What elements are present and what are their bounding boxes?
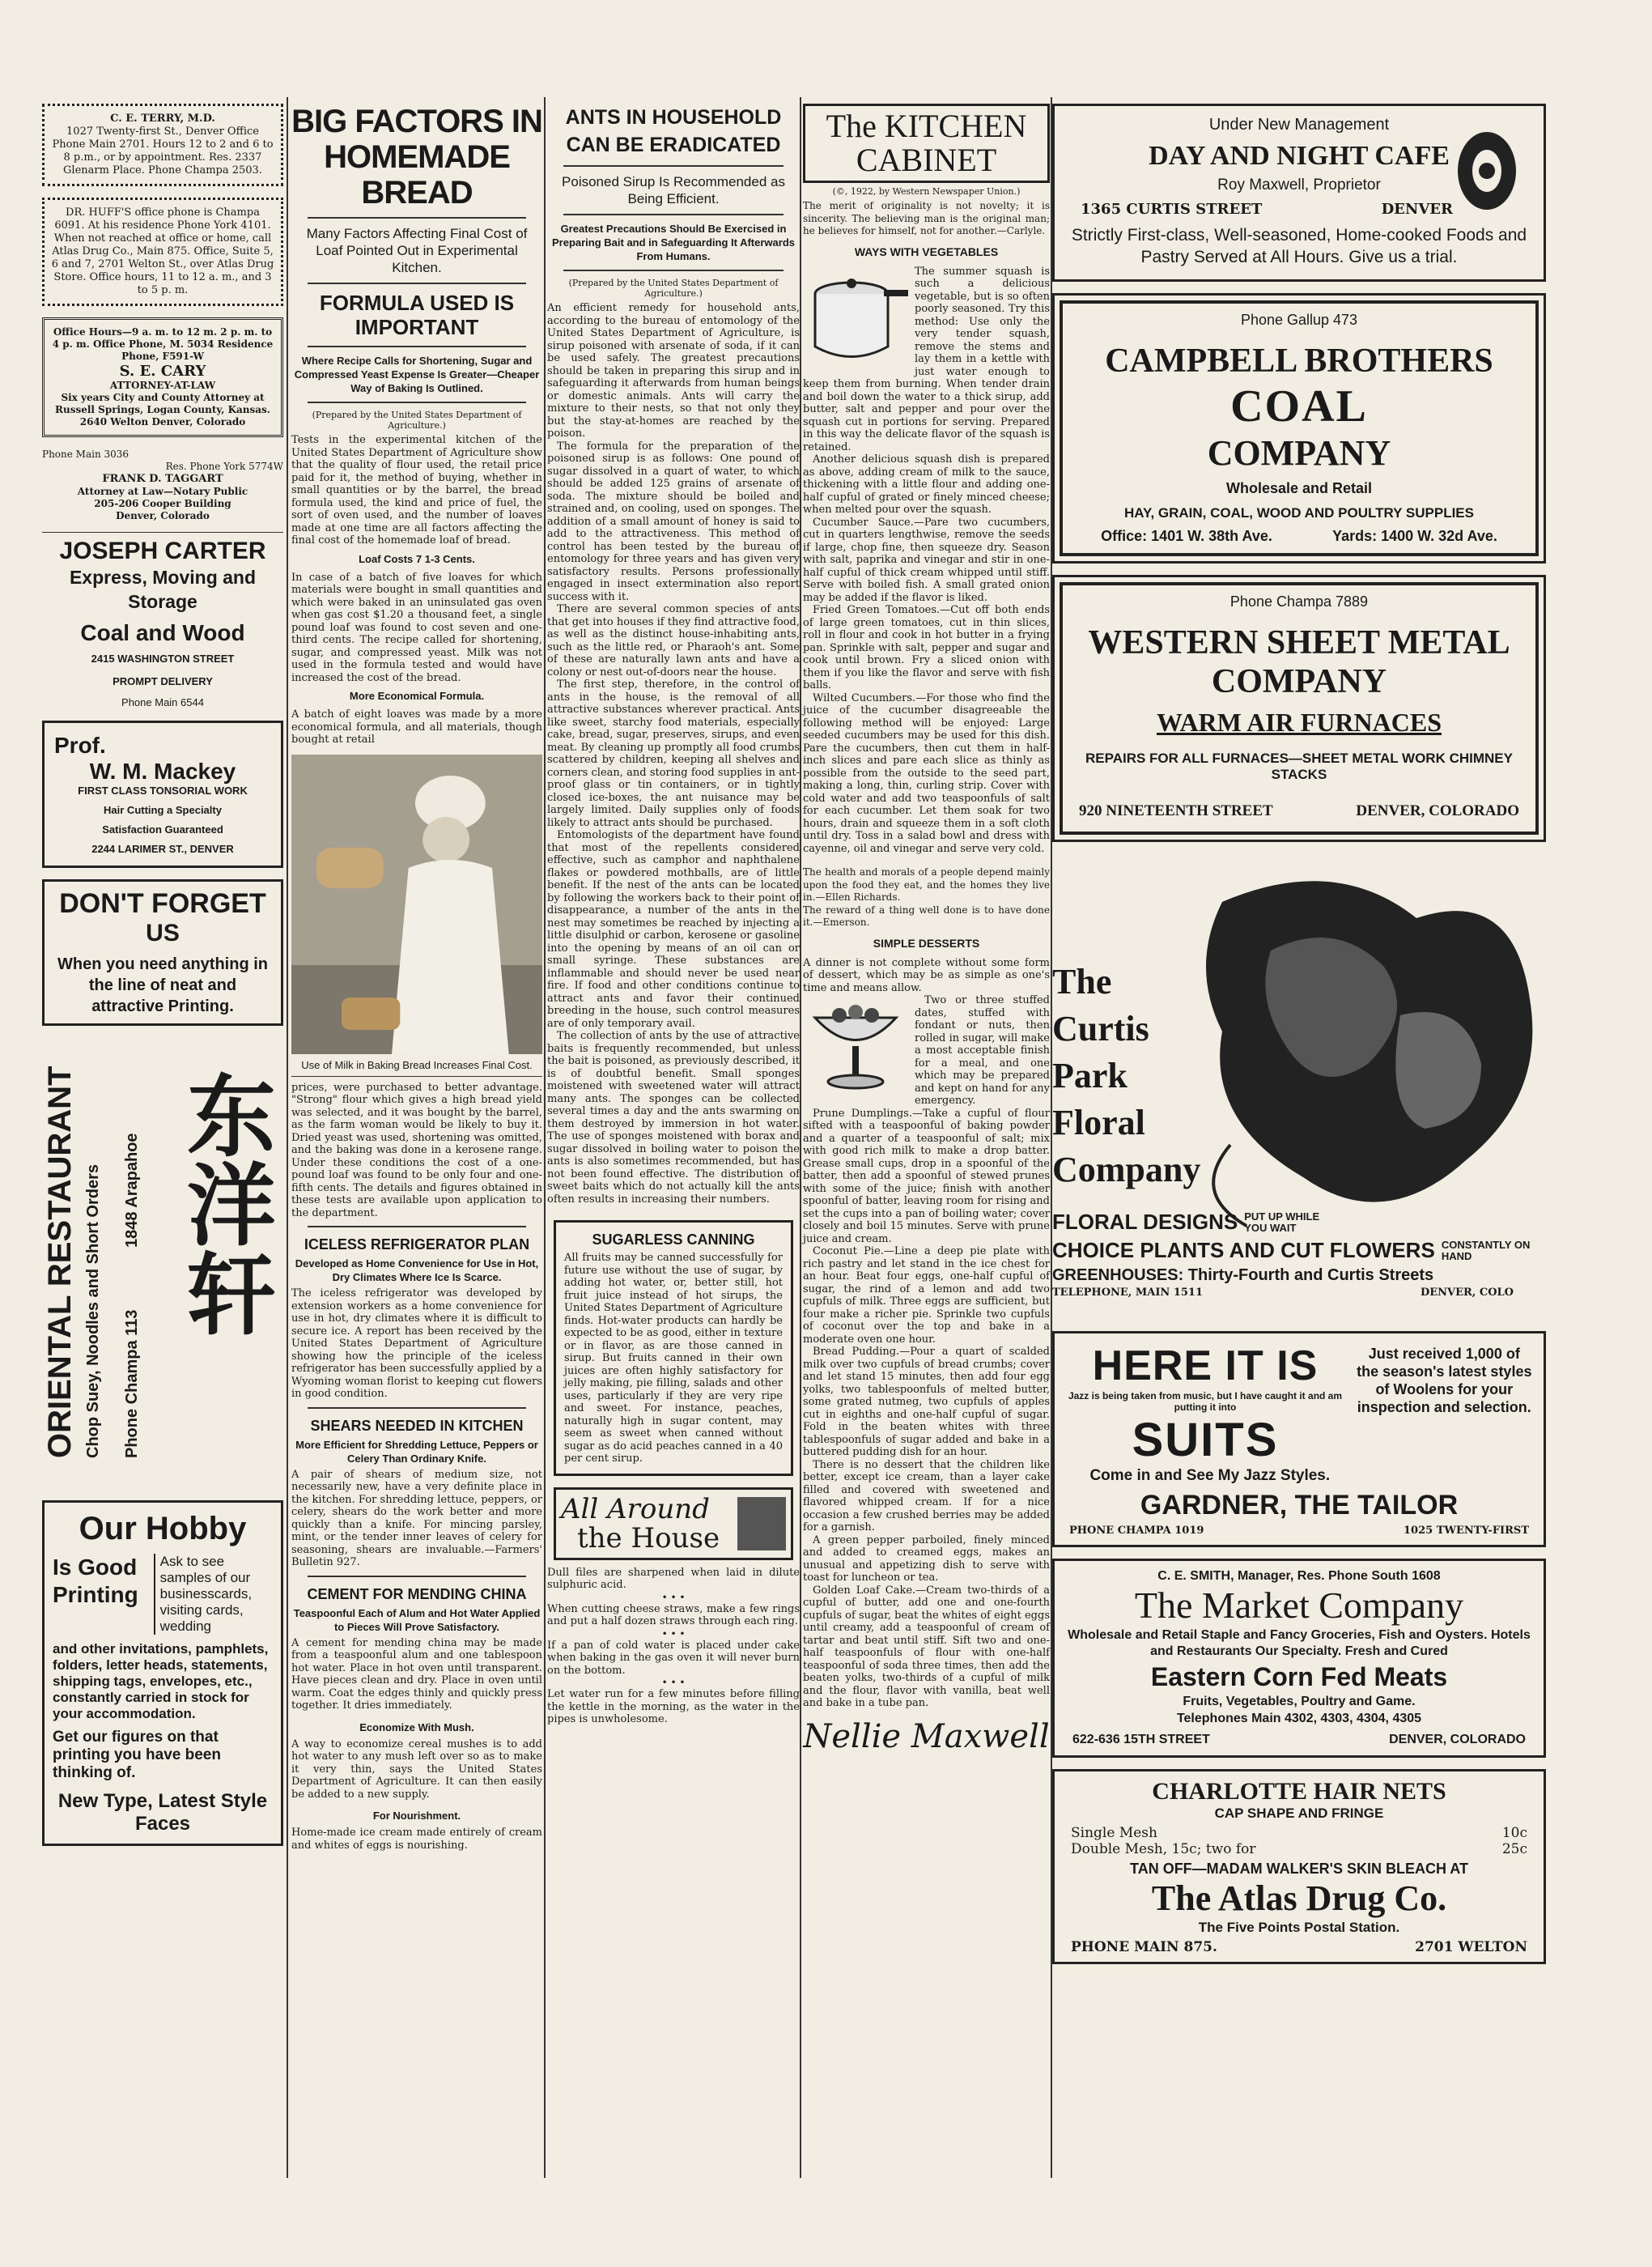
market-line2: Fruits, Vegetables, Poultry and Game.	[1183, 1695, 1416, 1708]
ad-curtis-park-floral	[1052, 853, 1546, 1323]
ants-deck2: Greatest Precautions Should Be Exercised in Preparing Bait and in Safeguarding It Afterwards From Humans.	[551, 223, 795, 262]
floral-line2: Curtis	[1052, 1009, 1149, 1048]
ants-p3: There are several common species of ants that get into houses if they find attractive food, as well as the distinct house-inhabiting ants, such as the little red, or Pharaoh's ant. Some of these are naturally lawn ants and have a colony or nest out-of-doors near the house.	[547, 603, 800, 678]
kitchen-p12: A green pepper parboiled, finely minced and added to creamed eggs, makes an unusual and appetizing dish to serve with toast for luncheon or tea.	[803, 1533, 1050, 1584]
column-rule	[544, 97, 546, 2178]
ants-deck: Poisoned Sirup Is Recommended as Being Efficient.	[562, 174, 785, 206]
gardner-phone: PHONE CHAMPA 1019	[1069, 1525, 1204, 1537]
ad-our-hobby	[42, 1500, 283, 1846]
kitchen-p6: A dinner is not complete without some form of dessert, which may be as simple as one's time and means allow.	[803, 956, 1050, 994]
ad-dont-forget-us: US	[146, 920, 180, 946]
market-line1: Wholesale and Retail Staple and Fancy Groceries, Fish and Oysters. Hotels and Restaurants Our Specialty. Fresh and Cured	[1068, 1628, 1531, 1658]
bread-deck2: Where Recipe Calls for Shortening, Sugar and Compressed Yeast Expense Is Greater—Cheaper Way of Baking Is Outlined.	[294, 355, 540, 394]
kitchen-p1: The summer squash is such a delicious vegetable, but is so often poorly seasoned. Try this method: Use only the very tender squash, remove the stems and lay them in a kettle with just water enough to keep them from burning. When tender drain and boil down the water to a thick sirup, add butter, salt and pepper and pour over the squash cut in portions for serving. Prepared in this way the delicate flavor of the squash is retained.	[803, 265, 1050, 453]
atlas-name: The Atlas Drug Co.	[1151, 1878, 1447, 1918]
kitchen-p8: Prune Dumplings.—Take a cupful of flour sifted with a teaspoonful of baking powder and a quarter of a teaspoonful of salt; mix with good rich milk to make a drop batter. Grease small cups, drop in a spoonful of the batter, then add a spoonful of stewed prunes with some of the juice; finish with another spoonful of batter, leaving room for rising and set the cups into a pan of boiling water; cover closely and boil 15 minutes. Serve with prune juice and cream.	[803, 1107, 1050, 1245]
campbell-phone: Phone Gallup 473	[1240, 312, 1358, 328]
ad-cary-text: Six years City and County Attorney at Russell Springs, Logan County, Kansas.	[55, 392, 270, 415]
campbell-yards: Yards: 1400 W. 32d Ave.	[1332, 528, 1497, 544]
campbell-name3: COMPANY	[1207, 433, 1391, 473]
cement-deck: Teaspoonful Each of Alum and Hot Water Applied to Pieces Will Prove Satisfactory.	[293, 1606, 541, 1633]
flower-illustration	[1174, 853, 1546, 1234]
ad-carter-phone: Phone Main 6544	[121, 696, 204, 708]
dots-divider: • • •	[661, 1627, 686, 1640]
ad-taggart-name: FRANK D. TAGGART	[102, 473, 223, 485]
cafe-street: 1365 CURTIS STREET	[1081, 201, 1263, 218]
baker-illustration	[291, 755, 542, 1054]
column-bread-article	[291, 104, 542, 1852]
bread-caption: Use of Milk in Baking Bread Increases Final Cost.	[301, 1058, 533, 1071]
gardner-come: Come in and See My Jazz Styles.	[1089, 1467, 1331, 1484]
market-street: 622-636 15TH STREET	[1072, 1733, 1210, 1746]
ad-hobby-text: and other invitations, pamphlets, folders, letter heads, statements, shipping tags, envelopes, etc., constantly carried in stock for your accommodation.	[53, 1641, 269, 1721]
cement-head: CEMENT FOR MENDING CHINA	[307, 1585, 527, 1602]
campbell-wholesale: Wholesale and Retail	[1225, 480, 1373, 496]
western-name2: COMPANY	[1211, 663, 1387, 700]
ad-carter-line1: Express, Moving and Storage	[69, 567, 257, 612]
ad-hobby-text2: Get our figures on that printing you have been thinking of.	[53, 1729, 221, 1781]
western-furnaces: WARM AIR FURNACES	[1156, 708, 1442, 737]
ad-carter-address: 2415 WASHINGTON STREET	[91, 653, 235, 665]
ad-oriental-line: Chop Suey, Noodles and Short Orders	[84, 1163, 102, 1458]
column-kitchen-cabinet	[803, 104, 1050, 1755]
atlas-sub: CAP SHAPE AND FRINGE	[1214, 1806, 1384, 1821]
ad-taggart-city: Denver, Colorado	[116, 510, 210, 521]
floral-plants: CHOICE PLANTS AND CUT FLOWERS	[1052, 1238, 1435, 1262]
bread-photo	[291, 755, 542, 1054]
ants-p2: The formula for the preparation of the poisoned sirup is as follows: One pound of sugar dissolved in a quart of water, to which should be added 125 grains of arsenate of soda. The mixture should be boiled and strained and, on cooling, used on sponges. The addition of a small amount of honey is said to add to the attractiveness. This method of control has been tested by the bureau of entomology for three years and has given very satisfactory results. Persons professionally engaged in insect extermination also report success with it.	[547, 440, 800, 603]
bread-sub-econ: More Economical Formula.	[349, 690, 485, 702]
bread-sub-loaf: Loaf Costs 7 1-3 Cents.	[359, 552, 475, 565]
ad-dont-forget-title: DON'T FORGET	[59, 888, 266, 919]
ad-taggart-phone-res: Res. Phone York 5774W	[165, 461, 283, 472]
kitchen-p4: Fried Green Tomatoes.—Cut off both ends of large green tomatoes, cut in thin slices, roll in flour and cook in hot butter in a frying pan. Sprinkle with salt, pepper and sugar and cook until brown. Fry a sliced onion with them if you like the flavor and serve with fish balls.	[803, 604, 1050, 691]
all-around-house-banner	[554, 1487, 793, 1560]
ad-atlas-drug	[1052, 1769, 1546, 1964]
market-meats: Eastern Corn Fed Meats	[1150, 1662, 1448, 1691]
shears-deck: More Efficient for Shredding Lettuce, Peppers or Celery Than Ordinary Knife.	[295, 1438, 538, 1465]
market-name: The Market Company	[1134, 1584, 1464, 1626]
kitchen-p9: Coconut Pie.—Line a deep pie plate with rich pastry and let stand in the ice chest for an hour. Beat four eggs, one-half cupful of sugar, the rind of a lemon and add two cupfuls of milk. Three eggs are sufficient, but four make a richer pie. Sprinkle two cupfuls of coconut over the top and bake in a moderate oven one hour.	[803, 1245, 1050, 1346]
ad-mackey-line3: Satisfaction Guaranteed	[102, 823, 223, 836]
column-ads-right	[1052, 104, 1546, 1976]
dots-divider: • • •	[661, 1677, 686, 1688]
bread-subhead: FORMULA USED IS IMPORTANT	[319, 291, 515, 339]
ad-cary-hours: Office Hours—9 a. m. to 12 m. 2 p. m. to 4 p. m. Office Phone, M. 5034 Residence Phone, F591-W	[52, 326, 274, 362]
floral-greenhouses: GREENHOUSES: Thirty-Fourth and Curtis Streets	[1052, 1266, 1434, 1284]
floral-line3: Park	[1052, 1056, 1128, 1095]
market-manager: C. E. SMITH, Manager, Res. Phone South 1608	[1157, 1569, 1441, 1583]
mush-p: A way to economize cereal mushes is to add hot water to any mush left over so as to make it very thin, says the United States Department of Agriculture. It can then easily be added to a new supply.	[291, 1737, 542, 1801]
kitchen-title1: The KITCHEN	[826, 108, 1027, 144]
canning-head: SUGARLESS CANNING	[592, 1231, 755, 1248]
atlas-single: Single Mesh	[1071, 1825, 1157, 1841]
ad-mackey-prof: Prof.	[54, 733, 106, 758]
gardner-here: HERE IT IS	[1092, 1342, 1319, 1389]
western-name1: WESTERN SHEET METAL	[1088, 624, 1510, 661]
cafe-top: Under New Management	[1208, 116, 1390, 134]
floral-line5: Company	[1052, 1150, 1201, 1189]
gardner-received: Just received 1,000 of the season's latest styles of Woolens for your inspection and selection.	[1357, 1346, 1532, 1415]
ad-oriental-name: ORIENTAL RESTAURANT	[42, 1065, 78, 1458]
cafe-name: DAY AND NIGHT CAFE	[1149, 141, 1450, 171]
kitchen-cabinet-banner	[803, 104, 1050, 183]
cafe-city: DENVER	[1381, 201, 1453, 218]
iceless-head: ICELESS REFRIGERATOR PLAN	[304, 1236, 530, 1253]
cafe-proprietor: Roy Maxwell, Proprietor	[1217, 177, 1381, 194]
dots-divider: • • •	[661, 1591, 686, 1603]
kitchen-p2: Another delicious squash dish is prepared as above, adding cream of milk to the sauce, thickening with a little flour and adding one-half cupful of grated or finely minced cheese; when melted pour over the squash.	[803, 453, 1050, 516]
ad-mackey	[42, 721, 283, 868]
ad-mackey-line1: FIRST CLASS TONSORIAL WORK	[78, 785, 248, 797]
column-rule	[287, 97, 288, 2178]
ad-cary-title: ATTORNEY-AT-LAW	[109, 380, 216, 391]
around-p2: When cutting cheese straws, make a few rings and put a half dozen straws through each ring.	[547, 1602, 800, 1627]
ants-p6: The collection of ants by the use of attractive baits is frequently recommended, but unless the bait is poisoned, as previously described, it is of doubtful benefit. Small sponges moistened with sweetened water will attract many ants. The sponges can be collected several times a day and the ants swarming on them destroyed by immersion in hot water. The use of sponges moistened with borax and sugar dissolved in boiling water to poison the ants is also sometimes recommended, but has not been found effective. The distribution of sweet baits which do not actually kill the ants often results in increasing their numbers.	[547, 1030, 800, 1206]
market-city: DENVER, COLORADO	[1389, 1733, 1526, 1746]
floral-phone: TELEPHONE, MAIN 1511	[1052, 1287, 1204, 1299]
kitchen-p11: There is no dessert that the children like better, except ice cream, than a layer cake filled and covered with sweetened and flavored whipped cream. If for a nice occasion a few crushed berries may be added for a garnish.	[803, 1458, 1050, 1533]
ants-p5: Entomologists of the department have found that most of the repellents considered effective, such as camphor and naphthalene flakes or powdered mothballs, are of little benefit. If the nest of the ants can be located by following the workers back to their point of disappearance, a number of the ants in the nest may sometimes be reached by injecting a little disulphid or carbon, kerosene or gasoline into the opening by means of an oil can or small syringe. These substances are inflammable and should never be used near fire. If food and other conditions continue to attract ants and favor their continued breeding in the house, such control measures are of only temporary avail.	[547, 829, 800, 1030]
around-title1: All Around	[561, 1492, 710, 1525]
atlas-single-price: 10c	[1501, 1825, 1527, 1841]
kitchen-p3: Cucumber Sauce.—Pare two cucumbers, cut in quarters lengthwise, remove the seeds if large, chop fine, then squeeze dry. Season with salt, paprika and vinegar and stir in one-half cupful of thick cream whipped until stiff. Serve with boiled fish. A small grated onion may be added if the flavor is liked.	[803, 516, 1050, 604]
bread-headline: BIG FACTORS IN HOMEMADE BREAD	[291, 104, 542, 211]
ants-p1: An efficient remedy for household ants, according to the bureau of entomology of the United States Department of Agriculture, is sirup poisoned with arsenate of soda, if it can be used safely. The greatest precautions should be taken in preparing this sirup and in safeguarding it afterwards from human beings or domestic animals. Ants will carry the mixture to their nests, so that not only they but the stay-at-homes are reached by the poison.	[547, 302, 800, 440]
gardner-jazz: Jazz is being taken from music, but I have caught it and am putting it into	[1068, 1390, 1343, 1413]
bread-deck: Many Factors Affecting Final Cost of Loaf Pointed Out in Experimental Kitchen.	[306, 226, 528, 275]
ad-taggart	[42, 449, 283, 522]
ad-mackey-address: 2244 LARIMER ST., DENVER	[91, 843, 234, 855]
ad-cary-address: 2640 Welton Denver, Colorado	[79, 416, 246, 427]
ad-mackey-line2: Hair Cutting a Specialty	[104, 804, 222, 816]
floral-line4: Floral	[1052, 1103, 1145, 1142]
gardner-name: GARDNER, THE TAILOR	[1140, 1490, 1459, 1521]
kitchen-sub2: SIMPLE DESSERTS	[873, 936, 980, 950]
western-phone: Phone Champa 7889	[1229, 593, 1369, 610]
ad-taggart-building: 205-206 Cooper Building	[94, 498, 231, 509]
ants-p4: The first step, therefore, in the control of ants in the house, is the removal of all attractive substances wherever practical. Ants like sweet, starchy food materials, especially cake, bread, sugar, preserves, sirups, and even meat. By cleaning up promptly all food crumbs scattered by children, keeping all shelves and corners clean, and storing food supplies in ant-proof glass or tin containers, or in tightly closed ice-boxes, the ant nuisance may be largely limited. Daily supplies only of foods likely to attract ants should be purchased.	[547, 678, 800, 829]
kitchen-p5: Wilted Cucumbers.—For those who find the juice of the cucumber disagreeable the following method will be enjoyed: Large seeded cucumbers may be used for this dish. Pare the cucumbers, then cut them in half-inch slices and pare each slice as thinly as possible from the outside to the seed part, making a long, thin, curling strip. Cover with cold water and add two teaspoonfuls of salt for each cucumber. Let them soak for two hours, drain and squeeze them in a soft cloth until dry. Toss in a salad bowl and dress with cayenne, oil and vinegar and serve very cold.	[803, 691, 1050, 855]
cement-p: A cement for mending china may be made from a teaspoonful alum and one tablespoon hot water. Place in hot oven until transparent. Have pieces clean and dry. Place in oven until warm. Coat the edges thinly and quickly press together. It dries immediately.	[291, 1636, 542, 1712]
campbell-office: Office: 1401 W. 38th Ave.	[1101, 528, 1272, 544]
bread-p1: Tests in the experimental kitchen of the United States Department of Agriculture show that the quality of flour used, the retail price paid for it, the method of buying, whether in small quantities or by the barrel, the bread formula used, the kind and price of fuel, the sort of oven used, and the number of loaves made at one time are all factors affecting the final cost of the homemade loaf of bread.	[291, 434, 542, 547]
ad-taggart-title: Attorney at Law—Notary Public	[77, 486, 248, 497]
cafe-text: Strictly First-class, Well-seasoned, Home-cooked Foods and Pastry Served at All Hours. Give us a trial.	[1071, 226, 1527, 266]
column-rule	[800, 97, 801, 2178]
atlas-title: CHARLOTTE HAIR NETS	[1152, 1778, 1446, 1805]
campbell-name2: COAL	[1230, 381, 1368, 432]
signature: Nellie Maxwell	[803, 1717, 1050, 1755]
shears-p: A pair of shears of medium size, not necessarily new, have a very definite place in the kitchen. For shredding lettuce, peppers, or celery, shears do the work better and more quickly than a knife. For mincing parsley, mint, or the tender inner leaves of celery for seasoning, shears are invaluable.—Farmers' Bulletin 927.	[291, 1468, 542, 1568]
iceless-deck: Developed as Home Convenience for Use in Hot, Dry Climates Where Ice Is Scarce.	[295, 1257, 539, 1283]
kitchen-quote: The merit of originality is not novelty; it is sincerity. The believing man is the original man; he believes for himself, not for another.—Carlyle.	[803, 200, 1050, 236]
ad-carter	[42, 538, 283, 709]
ad-carter-delivery: PROMPT DELIVERY	[113, 675, 213, 687]
column-ads-left	[42, 104, 283, 1857]
iceless-p: The iceless refrigerator was developed by extension workers as a home convenience for use in hot, dry climates where it is difficult to secure ice. A report has been received by the United States Department of Agriculture showing how the principle of the iceless refrigerator has been successfully applied by a Wyoming woman florist to keeping cut flowers in good condition.	[291, 1287, 542, 1400]
ad-dont-forget-text: When you need anything in the line of neat and attractive Printing.	[57, 955, 268, 1015]
around-title2: the House	[577, 1521, 720, 1555]
shears-head: SHEARS NEEDED IN KITCHEN	[310, 1417, 524, 1434]
bread-p3: A batch of eight loaves was made by a more economical formula, and all materials, though bought at retail	[291, 708, 542, 746]
kitchen-title2: CABINET	[856, 142, 997, 178]
floral-designs-aside: PUT UP WHILE YOU WAIT	[1244, 1210, 1320, 1234]
kitchen-copyright: (©, 1922, by Western Newspaper Union.)	[832, 186, 1021, 197]
ad-market-company	[1052, 1559, 1546, 1758]
kitchen-p13: Golden Loaf Cake.—Cream two-thirds of a cupful of butter, add one and one-fourth cupfuls of sugar, beat the whites of eight eggs until creamy, add a teaspoonful of cream of tartar and beat until stiff. Sift two and one-half teaspoonfuls of flour with one-half teaspoonful of soda three times, then add the beaten yolks, two-thirds of a cupful of milk and the flour, flavor with vanilla, beat well and bake in a tube pan.	[803, 1584, 1050, 1709]
mush-head: Economize With Mush.	[359, 1720, 474, 1733]
kitchen-quote3: The reward of a thing well done is to have done it.—Emerson.	[803, 904, 1050, 928]
gardner-suits: SUITS	[1132, 1414, 1279, 1466]
ad-cary-name: S. E. CARY	[119, 363, 206, 380]
nourishment-p: Home-made ice cream made entirely of cream and whites of eggs is nourishing.	[291, 1827, 542, 1852]
ad-terry-name: C. E. TERRY, M.D.	[110, 113, 215, 125]
kitchen-p7: Two or three stuffed dates, stuffed with fondant or nuts, then rolled in sugar, will make a most acceptable finish for a meal, and one which may be prepared and kept on hand for any emergency.	[915, 994, 1050, 1107]
ad-campbell-brothers	[1052, 293, 1546, 564]
ad-hobby-footer: New Type, Latest Style Faces	[57, 1790, 268, 1835]
nourishment-head: For Nourishment.	[372, 1810, 461, 1822]
western-repairs: REPAIRS FOR ALL FURNACES—SHEET METAL WORK CHIMNEY STACKS	[1085, 751, 1513, 782]
floral-plants-aside: CONSTANTLY ON HAND	[1441, 1238, 1531, 1262]
ad-oriental-address: 1848 Arapahoe	[123, 1133, 141, 1248]
ad-hobby-title: Our Hobby	[79, 1511, 247, 1546]
ad-western-sheet-metal	[1052, 575, 1546, 842]
ad-cary	[42, 317, 283, 437]
canning-p: All fruits may be canned successfully for future use without the use of sugar, by adding hot water, or, better still, hot fruit juice instead of hot sirups, the United States Department of Agriculture finds. Hot-water products can hardly be expected to be as good, either in texture or in flavor, as are those canned in sirup. But fruits canned in their own juices are often highly satisfactory for jelly making, pie filling, salads and other uses, particularly if they are very ripe and sweet. For instance, peaches, naturally high in sugar content, may seem as sweet when canned without sugar as do acid peaches canned in a 40 per cent sirup.	[564, 1252, 784, 1465]
ad-gardner-tailor	[1052, 1331, 1546, 1547]
ad-hobby-line1: Is Good Printing	[53, 1555, 138, 1607]
ad-mackey-name: W. M. Mackey	[89, 759, 236, 784]
atlas-double-price: 25c	[1501, 1841, 1527, 1857]
ad-huff	[42, 198, 283, 306]
floral-city: DENVER, COLO	[1420, 1287, 1514, 1299]
kitchen-quote2: The health and morals of a people depend mainly upon the food they eat, and the homes they live in.—Ellen Richards.	[803, 866, 1050, 903]
dessert-glass-illustration	[803, 997, 908, 1095]
ad-oriental-chinese: 东洋轩	[172, 1070, 276, 1337]
atlas-phone: PHONE MAIN 875.	[1071, 1939, 1217, 1955]
ad-terry	[42, 104, 283, 186]
floral-designs: FLORAL DESIGNS	[1052, 1210, 1238, 1234]
ad-hobby-aside: Ask to see samples of our businesscards, visiting cards, wedding	[154, 1554, 273, 1635]
floral-line1: The	[1052, 962, 1112, 1002]
kitchen-p10: Bread Pudding.—Pour a quart of scalded milk over two cupfuls of bread crumbs; cover and let stand 15 minutes, then add four egg yolks, two tablespoonfuls of melted butter, some grated nutmeg, two cupfuls of apples cut in eighths and one-half cupful of sugar. Fold in the beaten whites with three tablespoonfuls of sugar added and bake in a buttered pudding dish for an hour.	[803, 1346, 1050, 1458]
ad-carter-line2: Coal and Wood	[80, 620, 245, 645]
ad-huff-text: DR. HUFF'S office phone is Champa 6091. At his residence Phone York 4101. When not reached at office or home, call Atlas Drug Co., Main 875. Office, Suite 5, 6 and 7, 2701 Welton St., over Atlas Drug Store. Office hours, 11 to 12 a. m., and 3 to 5 p. m.	[51, 206, 274, 296]
atlas-tan: TAN OFF—MADAM WALKER'S SKIN BLEACH AT	[1130, 1861, 1468, 1877]
bread-p2: In case of a batch of five loaves for which materials were bought in small quantities and which were baked in an uninsulated gas oven when gas cost $1.20 a thousand feet, a single pound loaf was found to cost seven and one-third cents. The recipe called for shortening, sugar, and compressed yeast. Milk was not used in the formula tested and would have increased the cost of the bread.	[291, 571, 542, 684]
market-phones: Telephones Main 4302, 4303, 4304, 4305	[1176, 1712, 1422, 1725]
ad-carter-name: JOSEPH CARTER	[59, 538, 266, 564]
house-icon	[737, 1497, 786, 1550]
ants-credit: (Prepared by the United States Department of Agriculture.)	[568, 278, 779, 299]
ad-day-night-cafe	[1052, 104, 1546, 282]
atlas-address: 2701 WELTON	[1415, 1939, 1527, 1955]
sugarless-canning-box	[554, 1220, 793, 1476]
kitchen-sub1: WAYS WITH VEGETABLES	[854, 245, 999, 258]
around-p1: Dull files are sharpened when laid in dilute sulphuric acid.	[547, 1566, 800, 1591]
western-city: DENVER, COLORADO	[1356, 802, 1519, 819]
around-p3: If a pan of cold water is placed under cake when baking in the gas oven it will never burn on the bottom.	[547, 1639, 800, 1677]
western-street: 920 NINETEENTH STREET	[1079, 802, 1273, 819]
ad-terry-text: 1027 Twenty-first St., Denver Office Phone Main 2701. Hours 12 to 2 and 6 to 8 p.m., or by appointment. Res. 2337 Glenarm Place. Phone Champa 2503.	[52, 125, 274, 177]
campbell-name1: CAMPBELL BROTHERS	[1105, 342, 1493, 380]
bread-credit: (Prepared by the United States Department of Agriculture.)	[312, 410, 522, 431]
campbell-goods: HAY, GRAIN, COAL, WOOD AND POULTRY SUPPLIES	[1124, 505, 1474, 521]
atlas-double: Double Mesh, 15c; two for	[1071, 1841, 1256, 1857]
ad-oriental-restaurant	[42, 1037, 283, 1491]
around-p4: Let water run for a few minutes before filling the kettle in the morning, as the water in the pipes is unwholesome.	[547, 1688, 800, 1725]
ants-headline: ANTS IN HOUSEHOLD CAN BE ERADICATED	[565, 106, 782, 156]
ad-taggart-phone-main: Phone Main 3036	[42, 449, 130, 460]
gardner-address: 1025 TWENTY-FIRST	[1404, 1525, 1529, 1537]
bread-p4: prices, were purchased to better advantage. "Strong" flour which gives a high bread yield was selected, and it was bought by the barrel, as the farm woman would be likely to buy it. Dried yeast was used, shortening was omitted, and the baking was done in a kerosene range. Under these conditions the cost of a one-pound loaf was found to be only four and one-fifth cents. The details and figures obtained in these tests are available upon application to the department.	[291, 1081, 542, 1219]
ad-oriental-phone: Phone Champa 113	[123, 1309, 141, 1458]
saucepan-illustration	[803, 266, 908, 371]
column-ants-article	[547, 104, 800, 1726]
ad-dont-forget	[42, 879, 283, 1026]
ornament-icon	[1455, 130, 1519, 219]
atlas-station: The Five Points Postal Station.	[1198, 1920, 1400, 1935]
